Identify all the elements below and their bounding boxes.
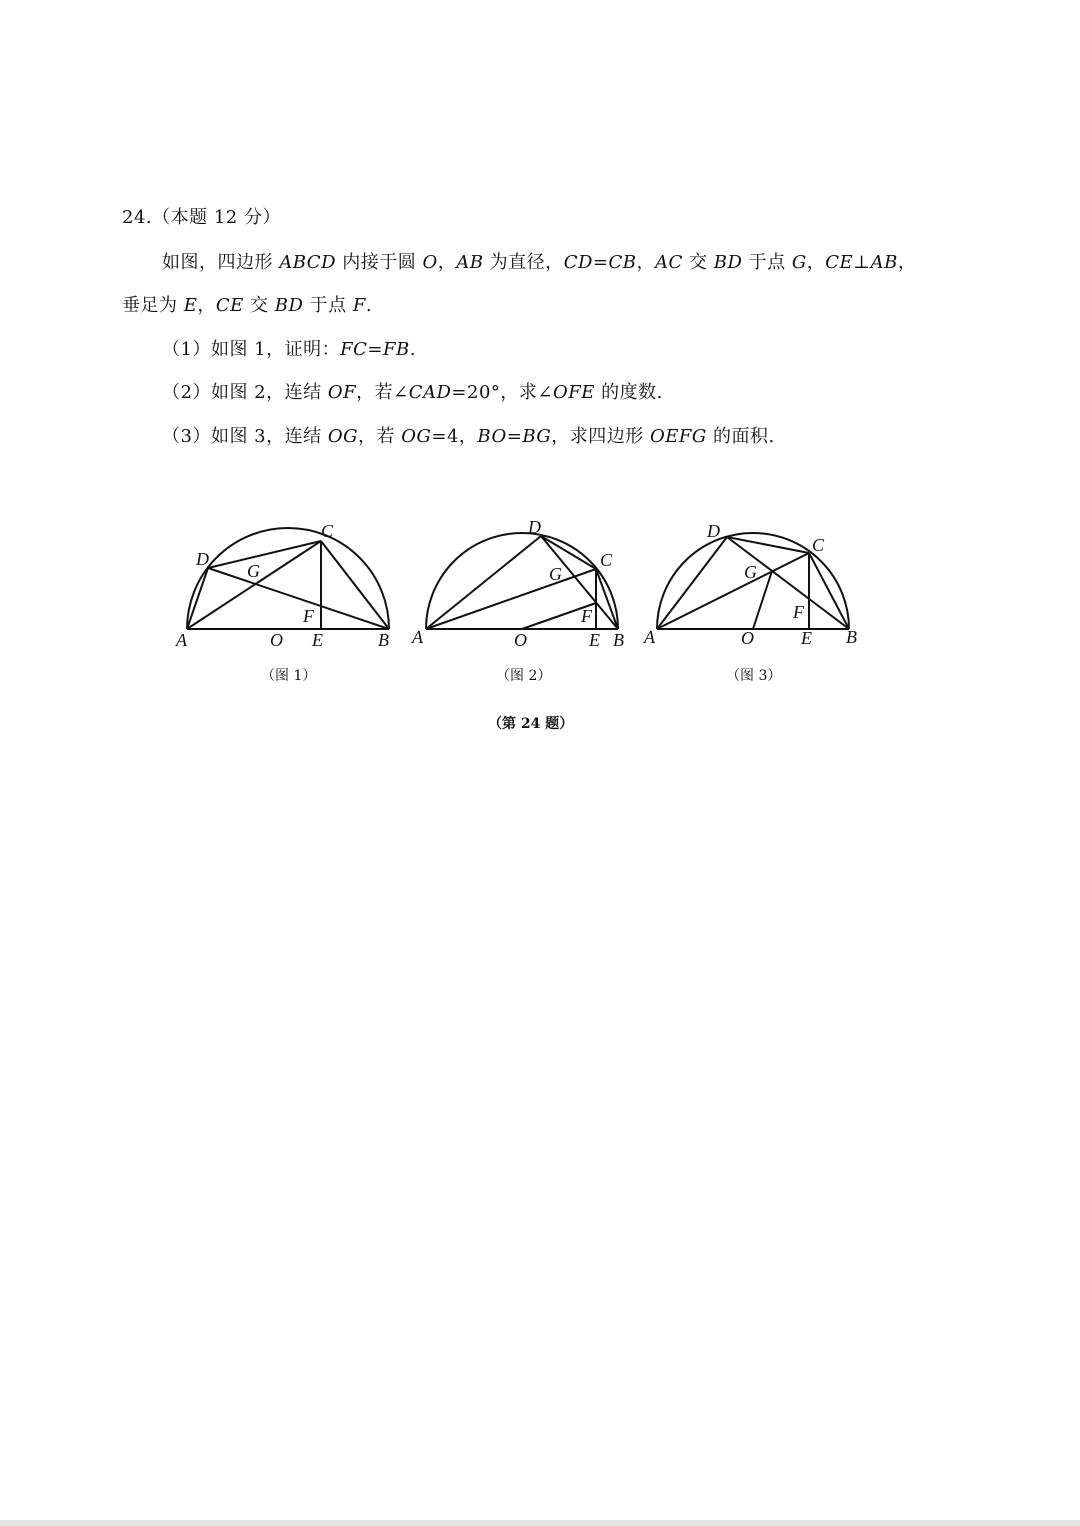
- segment-ad: [187, 568, 208, 629]
- label-b: B: [378, 630, 389, 650]
- semicircle-arc: [187, 528, 389, 629]
- segment-cb: [809, 553, 849, 629]
- label-o: O: [741, 628, 754, 648]
- question-part-1: （1）如图 1，证明：FC=FB.: [162, 339, 416, 360]
- label-a: A: [176, 630, 187, 650]
- label-f: F: [793, 602, 804, 622]
- figure-1-caption: （图 1）: [261, 668, 317, 684]
- segment-ac: [426, 569, 596, 629]
- question-part-3: （3）如图 3，连结 OG，若 OG=4，BO=BG，求四边形 OEFG 的面积.: [162, 426, 775, 447]
- page-bottom-edge: [0, 1520, 1080, 1526]
- label-c: C: [812, 535, 825, 555]
- question-stem-line-2: 垂足为 E，CE 交 BD 于点 F.: [122, 295, 373, 316]
- label-e: E: [312, 630, 323, 650]
- figure-2: [408, 505, 638, 654]
- label-b: B: [846, 627, 857, 647]
- figure-2-caption: （图 2）: [496, 668, 552, 684]
- label-e: E: [801, 628, 812, 648]
- label-d: D: [528, 517, 541, 537]
- question-stem-line-1: 如图，四边形 ABCD 内接于圆 O，AB 为直径，CD=CB，AC 交 BD 于点 G，CE⊥AB，: [162, 252, 917, 273]
- label-d: D: [707, 521, 720, 541]
- label-a: A: [412, 627, 423, 647]
- segment-dc: [208, 541, 321, 568]
- question-title: 24.（本题 12 分）: [122, 207, 281, 228]
- label-g: G: [247, 561, 260, 581]
- label-o: O: [514, 630, 527, 650]
- segment-cb: [596, 569, 618, 629]
- segment-ac: [657, 553, 809, 629]
- segment-dc: [727, 537, 809, 553]
- label-c: C: [321, 521, 334, 541]
- label-e: E: [589, 630, 600, 650]
- label-f: F: [581, 606, 592, 626]
- segment-bd: [727, 537, 849, 629]
- figure-1: [170, 505, 400, 654]
- segment-ad: [426, 536, 541, 629]
- label-g: G: [549, 564, 562, 584]
- label-o: O: [270, 630, 283, 650]
- label-b: B: [613, 630, 624, 650]
- question-figure-caption: （第 24 题）: [488, 716, 574, 732]
- question-part-2: （2）如图 2，连结 OF，若∠CAD=20°，求∠OFE 的度数.: [162, 382, 663, 403]
- label-a: A: [644, 627, 655, 647]
- label-g: G: [744, 562, 757, 582]
- figure-3: [640, 505, 870, 654]
- label-f: F: [303, 606, 314, 626]
- label-c: C: [600, 550, 613, 570]
- figure-3-caption: （图 3）: [726, 668, 782, 684]
- label-d: D: [196, 549, 209, 569]
- segment-ad: [657, 537, 727, 629]
